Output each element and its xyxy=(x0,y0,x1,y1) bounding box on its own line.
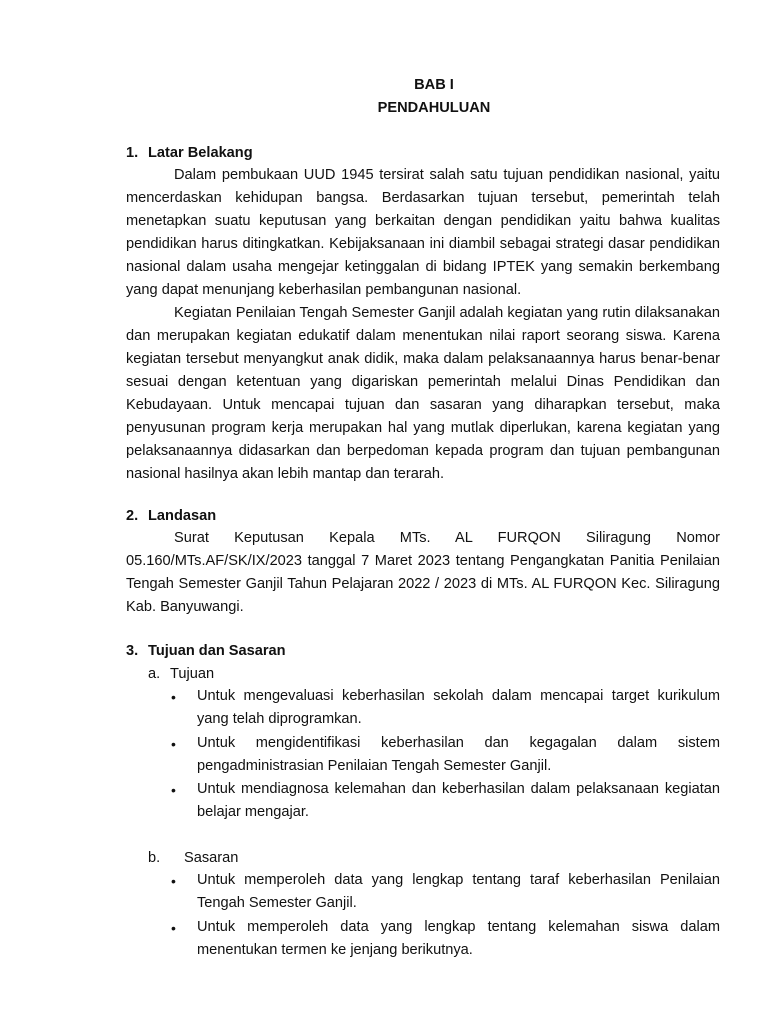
section-number: 3. xyxy=(126,643,139,659)
bullet-icon: • xyxy=(171,736,176,752)
section-number: 2. xyxy=(126,508,139,524)
subsection-label: a. xyxy=(148,666,161,682)
section-title: Latar Belakang xyxy=(148,145,253,161)
section-heading-2 xyxy=(126,508,216,524)
section-number: 1. xyxy=(126,145,139,161)
section-title: Landasan xyxy=(148,508,217,524)
paragraph-latar-1: Dalam pembukaan UUD 1945 tersirat salah satu tujuan pendidikan nasional, yaitu mencerdaskan kehidupan bangsa. Berdasarkan tujuan tersebut, pemerintah telah menetapkan suatu keputusan yang berkaitan dengan pendidikan yaitu bahwa kualitas pendidikan harus ditingkatkan. Kebijaksanaan ini diambil sebagai strategi dasar pendidikan nasional dalam usaha mengejar ketinggalan di bidang IPTEK yang semakin berkembang yang dapat menunjang keberhasilan pembangunan nasional. xyxy=(126,167,720,298)
chapter-title: PENDAHULUAN xyxy=(377,100,491,116)
bullet-icon: • xyxy=(171,689,176,705)
list-item: Untuk memperoleh data yang lengkap tentang kelemahan siswa dalam menentukan termen ke jenjang berikutnya. xyxy=(197,919,720,958)
paragraph-latar-2: Kegiatan Penilaian Tengah Semester Ganjil adalah kegiatan yang rutin dilaksanakan dan merupakan kegiatan edukatif dalam menentukan nilai raport seorang siswa. Karena kegiatan tersebut menyangkut anak didik, maka dalam pelaksanaannya harus benar-benar sesuai dengan ketentuan yang digariskan pemerintah melalui Dinas Pendidikan dan Kebudayaan. Untuk mencapai tujuan dan sasaran yang diharapkan tersebut, maka penyusunan program kerja merupakan hal yang mutlak diperlukan, karena kegiatan yang pelaksanaannya didasarkan dan berpedoman kepada program dan tujuan pembangunan nasional hasilnya akan lebih mantap dan terarah. xyxy=(126,305,720,482)
list-item: Untuk mendiagnosa kelemahan dan keberhasilan dalam pelaksanaan kegiatan belajar mengajar. xyxy=(197,781,720,820)
subsection-title: Tujuan xyxy=(170,666,215,682)
bullet-icon: • xyxy=(171,782,176,798)
section-heading-1 xyxy=(126,145,253,161)
list-item: Untuk mengevaluasi keberhasilan sekolah dalam mencapai target kurikulum yang telah diprogramkan. xyxy=(197,688,720,727)
subsection-sasaran xyxy=(148,850,238,866)
list-item: Untuk mengidentifikasi keberhasilan dan kegagalan dalam sistem pengadministrasian Penilaian Tengah Semester Ganjil. xyxy=(197,735,720,774)
chapter-label: BAB I xyxy=(414,77,454,93)
section-heading-3 xyxy=(126,643,286,659)
subsection-tujuan xyxy=(148,666,214,682)
paragraph-landasan: Surat Keputusan Kepala MTs. AL FURQON Siliragung Nomor 05.160/MTs.AF/SK/IX/2023 tanggal 7 Maret 2023 tentang Pengangkatan Panitia Penilaian Tengah Semester Ganjil Tahun Pelajaran 2022 / 2023 di MTs. AL FURQON Kec. Siliragung Kab. Banyuwangi. xyxy=(126,530,720,615)
list-item: Untuk memperoleh data yang lengkap tentang taraf keberhasilan Penilaian Tengah Semester Ganjil. xyxy=(197,872,720,911)
subsection-title: Sasaran xyxy=(184,850,239,866)
bullet-icon: • xyxy=(171,873,176,889)
bullet-icon: • xyxy=(171,920,176,936)
section-title: Tujuan dan Sasaran xyxy=(148,643,286,659)
subsection-label: b. xyxy=(148,850,161,866)
